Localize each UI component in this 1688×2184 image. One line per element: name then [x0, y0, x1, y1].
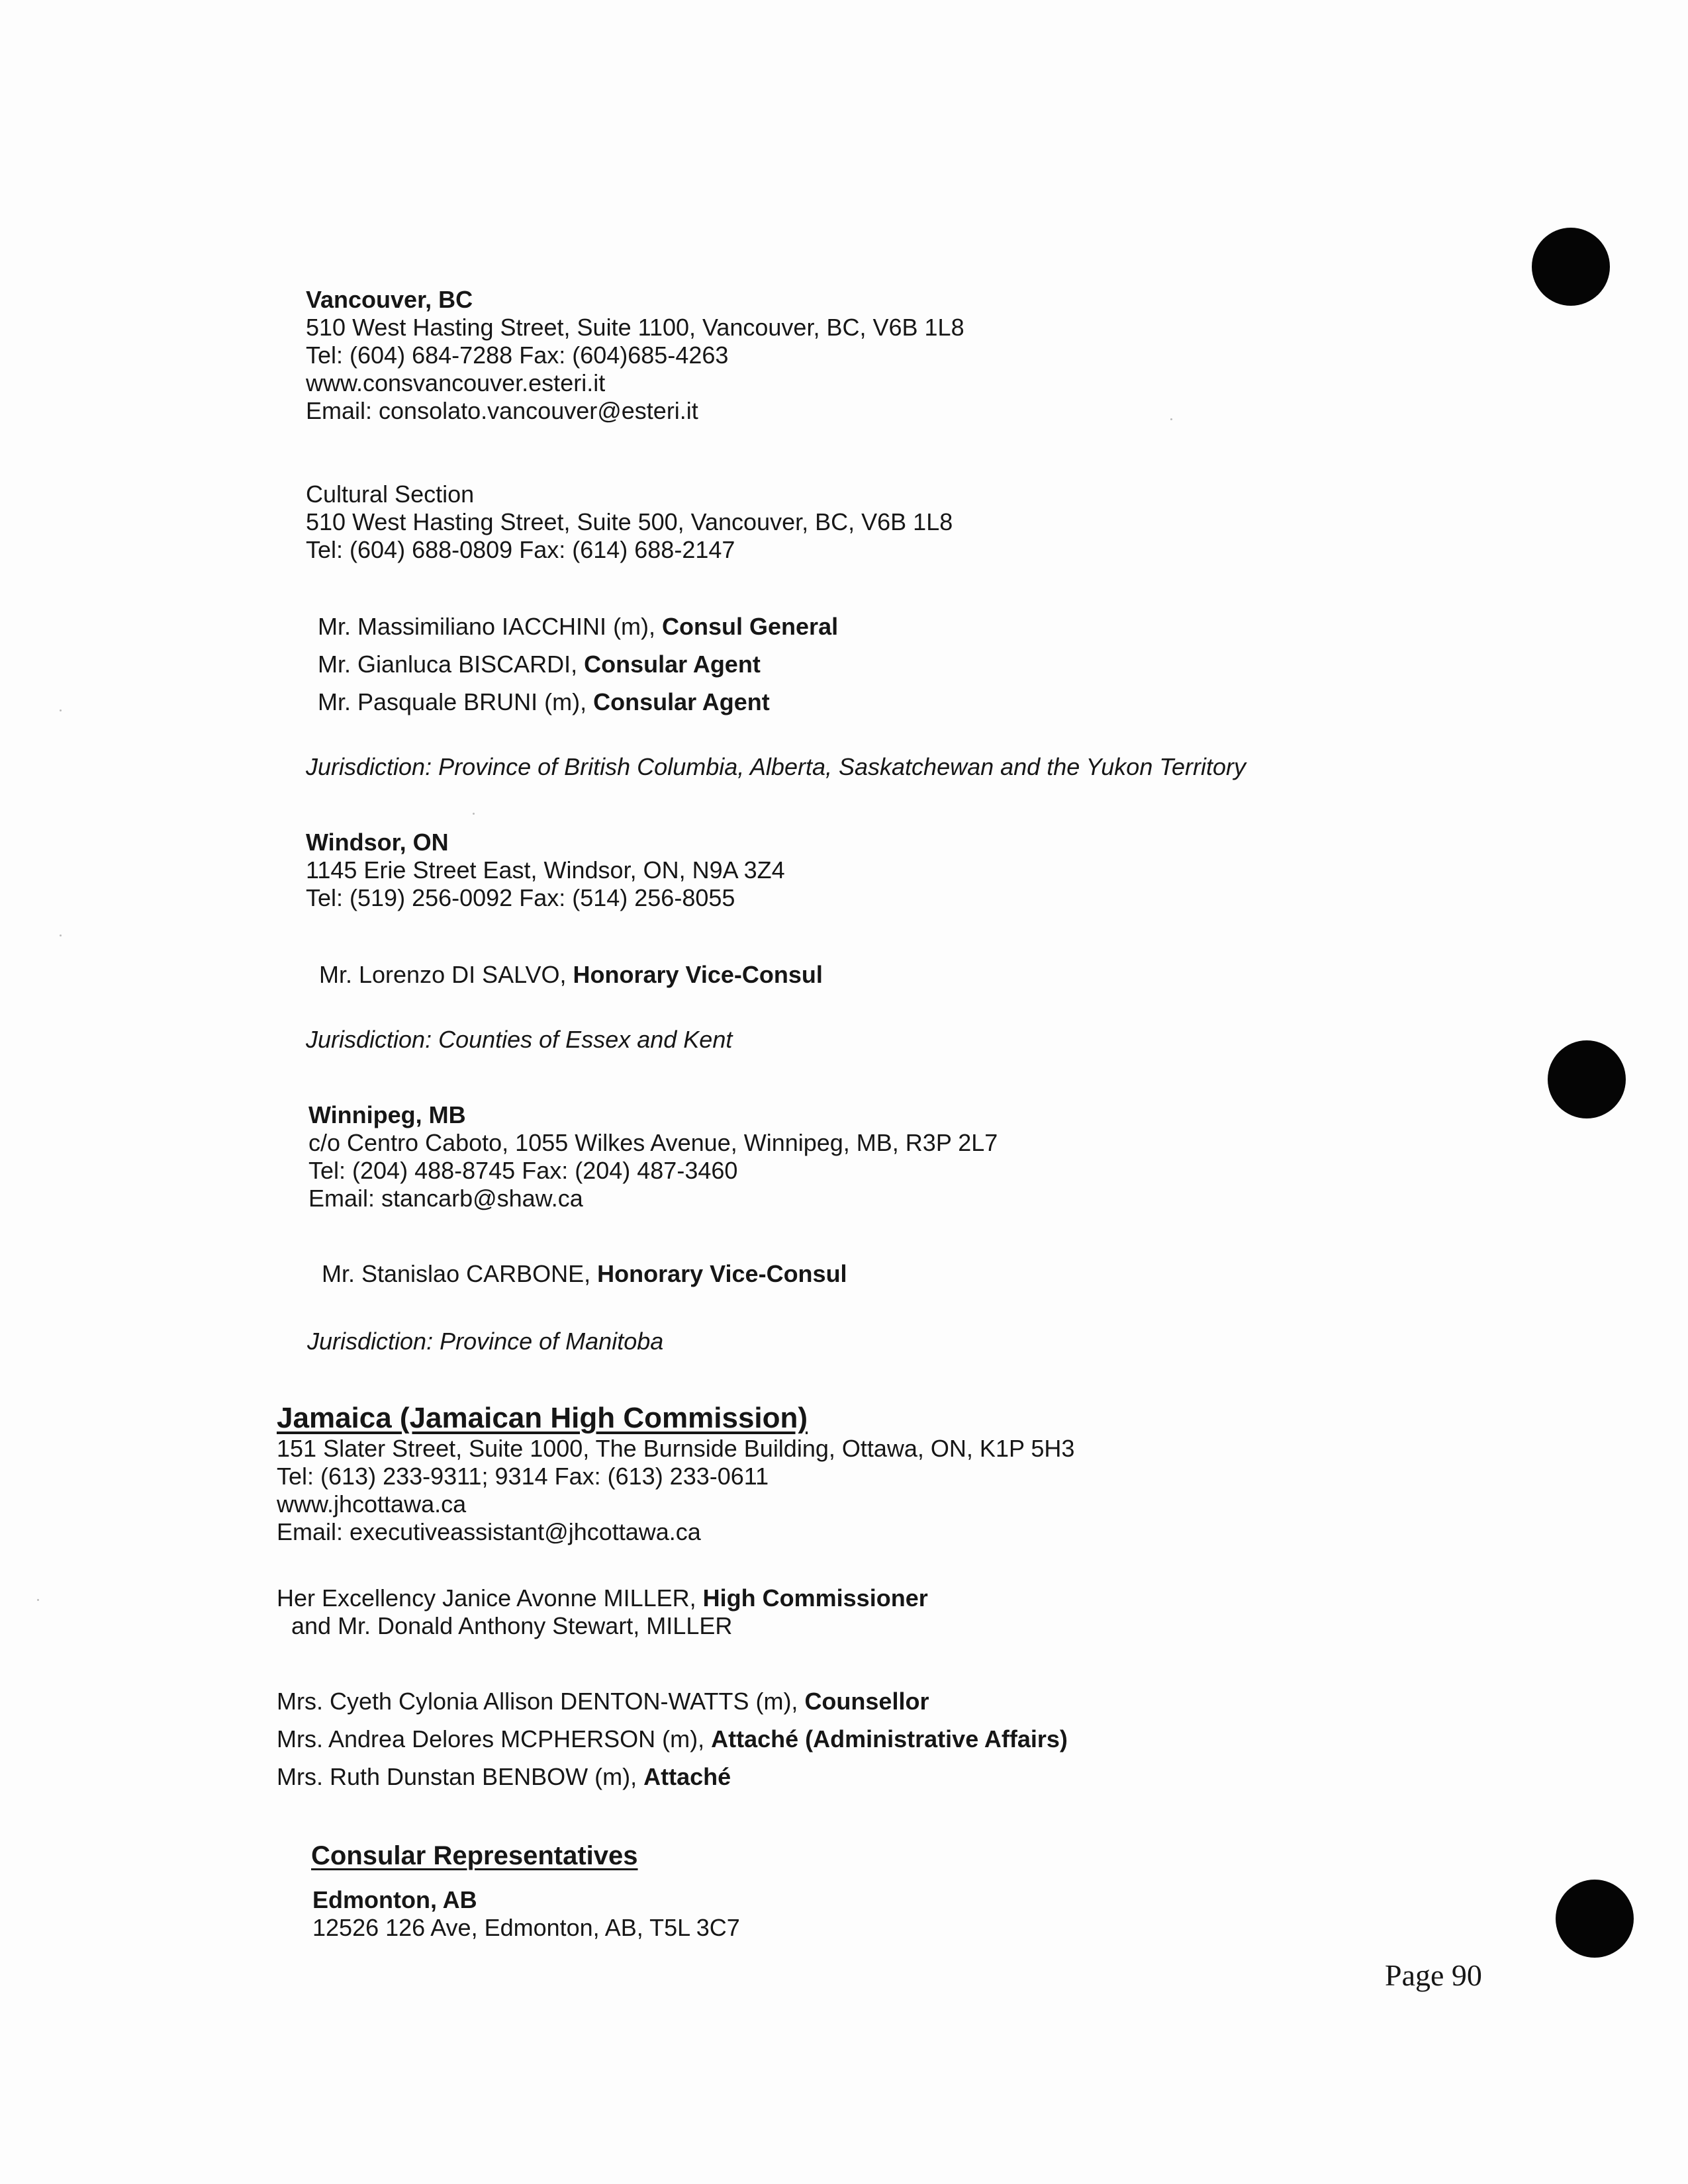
jamaica-website: www.jhcottawa.ca — [277, 1490, 467, 1518]
jamaica-address: 151 Slater Street, Suite 1000, The Burnside Building, Ottawa, ON, K1P 5H3 — [277, 1435, 1075, 1462]
jamaica-head-of-mission — [277, 1584, 928, 1640]
winnipeg-section — [308, 1101, 998, 1212]
scan-speck — [60, 709, 62, 711]
person-role: Attaché — [643, 1763, 731, 1790]
person-role: Attaché (Administrative Affairs) — [711, 1725, 1068, 1752]
high-commissioner-entry — [277, 1584, 928, 1612]
cultural-section-address: 510 West Hasting Street, Suite 500, Vancouver, BC, V6B 1L8 — [306, 508, 953, 535]
winnipeg-address: c/o Centro Caboto, 1055 Wilkes Avenue, Winnipeg, MB, R3P 2L7 — [308, 1129, 998, 1156]
scan-speck — [37, 1599, 39, 1601]
person-entry — [277, 1682, 1068, 1720]
jamaica-contact — [277, 1435, 1074, 1546]
person-entry — [318, 645, 838, 683]
page-number: Page 90 — [1385, 1958, 1482, 1992]
vancouver-phone: Tel: (604) 684-7288 Fax: (604)685-4263 — [306, 341, 729, 369]
person-entry — [318, 683, 838, 721]
edmonton-title: Edmonton, AB — [312, 1886, 477, 1913]
cultural-section-phone: Tel: (604) 688-0809 Fax: (614) 688-2147 — [306, 536, 735, 563]
scan-speck — [473, 813, 475, 815]
person-name: Mr. Gianluca BISCARDI, — [318, 651, 585, 678]
jamaica-heading: Jamaica (Jamaican High Commission) — [277, 1402, 808, 1434]
vancouver-address: 510 West Hasting Street, Suite 1100, Vancouver, BC, V6B 1L8 — [306, 314, 964, 341]
winnipeg-jurisdiction: Jurisdiction: Province of Manitoba — [307, 1328, 664, 1355]
jamaica-email: Email: executiveassistant@jhcottawa.ca — [277, 1518, 701, 1545]
vancouver-cultural-section — [306, 480, 953, 564]
vancouver-people — [318, 608, 838, 721]
person-name: Mr. Pasquale BRUNI (m), — [318, 688, 594, 715]
vancouver-section — [306, 286, 964, 425]
binder-hole-bottom — [1556, 1880, 1634, 1958]
person-role: Consular Agent — [593, 688, 770, 715]
scan-speck — [1170, 418, 1172, 420]
person-entry — [319, 956, 823, 993]
binder-hole-top — [1532, 228, 1610, 306]
vancouver-email: Email: consolato.vancouver@esteri.it — [306, 397, 698, 424]
vancouver-website: www.consvancouver.esteri.it — [306, 369, 606, 396]
windsor-jurisdiction: Jurisdiction: Counties of Essex and Kent — [306, 1026, 733, 1053]
vancouver-title: Vancouver, BC — [306, 286, 473, 313]
person-role: Counsellor — [804, 1688, 929, 1715]
windsor-title: Windsor, ON — [306, 829, 449, 856]
person-role: Honorary Vice-Consul — [597, 1260, 847, 1287]
person-role: High Commissioner — [702, 1584, 928, 1612]
spouse-entry: and Mr. Donald Anthony Stewart, MILLER — [291, 1612, 733, 1639]
scan-speck — [60, 934, 62, 936]
winnipeg-email: Email: stancarb@shaw.ca — [308, 1185, 583, 1212]
cultural-section-title: Cultural Section — [306, 480, 475, 508]
winnipeg-phone: Tel: (204) 488-8745 Fax: (204) 487-3460 — [308, 1157, 738, 1184]
person-entry — [318, 608, 838, 645]
person-role: Consul General — [662, 613, 839, 640]
jamaica-staff — [277, 1682, 1068, 1796]
person-name: Mrs. Cyeth Cylonia Allison DENTON-WATTS (m), — [277, 1688, 805, 1715]
winnipeg-title: Winnipeg, MB — [308, 1101, 466, 1128]
windsor-section — [306, 829, 785, 912]
windsor-address: 1145 Erie Street East, Windsor, ON, N9A 3Z4 — [306, 856, 785, 884]
person-entry — [322, 1255, 847, 1293]
person-entry — [277, 1758, 1068, 1796]
person-name: Her Excellency Janice Avonne MILLER, — [277, 1584, 703, 1612]
person-name: Mr. Lorenzo DI SALVO, — [319, 961, 573, 988]
person-name: Mr. Massimiliano IACCHINI (m), — [318, 613, 663, 640]
windsor-phone: Tel: (519) 256-0092 Fax: (514) 256-8055 — [306, 884, 735, 911]
person-role: Honorary Vice-Consul — [573, 961, 823, 988]
person-role: Consular Agent — [584, 651, 761, 678]
person-name: Mrs. Andrea Delores MCPHERSON (m), — [277, 1725, 712, 1752]
jamaica-phone: Tel: (613) 233-9311; 9314 Fax: (613) 233-0611 — [277, 1463, 769, 1490]
person-name: Mr. Stanislao CARBONE, — [322, 1260, 598, 1287]
vancouver-jurisdiction: Jurisdiction: Province of British Columbia, Alberta, Saskatchewan and the Yukon Territory — [306, 753, 1246, 780]
consular-representatives-heading: Consular Representatives — [311, 1841, 638, 1870]
binder-hole-middle — [1548, 1040, 1626, 1118]
edmonton-section — [312, 1886, 740, 1942]
edmonton-address: 12526 126 Ave, Edmonton, AB, T5L 3C7 — [312, 1914, 740, 1941]
person-name: Mrs. Ruth Dunstan BENBOW (m), — [277, 1763, 644, 1790]
person-entry — [277, 1720, 1068, 1758]
